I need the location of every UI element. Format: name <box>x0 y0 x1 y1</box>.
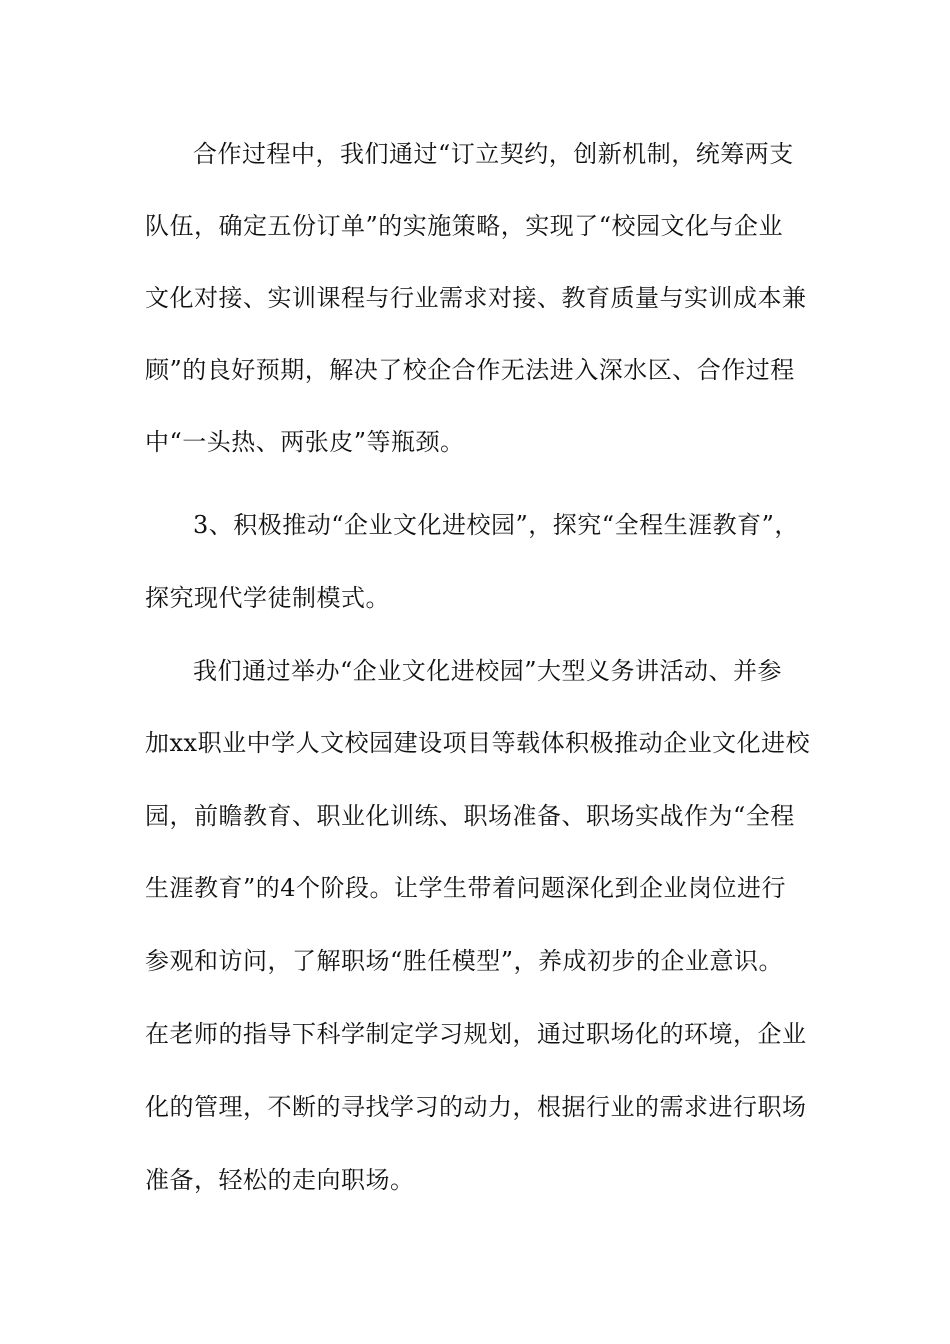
heading-3-line-1: 3、积极推动“企业文化进校园”，探究“全程生涯教育”， <box>193 511 799 539</box>
paragraph-2-line-5: 参观和访问，了解职场“胜任模型”，养成初步的企业意识。 <box>145 947 784 975</box>
paragraph-1-line-5: 中“一头热、两张皮”等瓶颈。 <box>145 428 465 456</box>
paragraph-2-line-1: 我们通过举办“企业文化进校园”大型义务讲活动、并参 <box>193 657 783 685</box>
paragraph-1-line-4: 顾”的良好预期，解决了校企合作无法进入深水区、合作过程 <box>145 356 795 384</box>
paragraph-2-line-4: 生涯教育”的4个阶段。让学生带着问题深化到企业岗位进行 <box>145 874 787 902</box>
paragraph-2-line-2: 加xx职业中学人文校园建设项目等载体积极推动企业文化进校 <box>145 729 811 757</box>
paragraph-2-line-3: 园，前瞻教育、职业化训练、职场准备、职场实战作为“全程 <box>145 802 795 830</box>
paragraph-2-line-6: 在老师的指导下科学制定学习规划，通过职场化的环境，企业 <box>145 1020 807 1048</box>
paragraph-2-line-8: 准备，轻松的走向职场。 <box>145 1166 415 1194</box>
paragraph-2-line-7: 化的管理，不断的寻找学习的动力，根据行业的需求进行职场 <box>145 1093 807 1121</box>
paragraph-1-line-1: 合作过程中，我们通过“订立契约，创新机制，统筹两支 <box>193 140 794 168</box>
heading-3-line-2: 探究现代学徒制模式。 <box>145 584 390 612</box>
paragraph-1-line-2: 队伍，确定五份订单”的实施策略，实现了“校园文化与企业 <box>145 212 784 240</box>
paragraph-1-line-3: 文化对接、实训课程与行业需求对接、教育质量与实训成本兼 <box>145 284 807 312</box>
